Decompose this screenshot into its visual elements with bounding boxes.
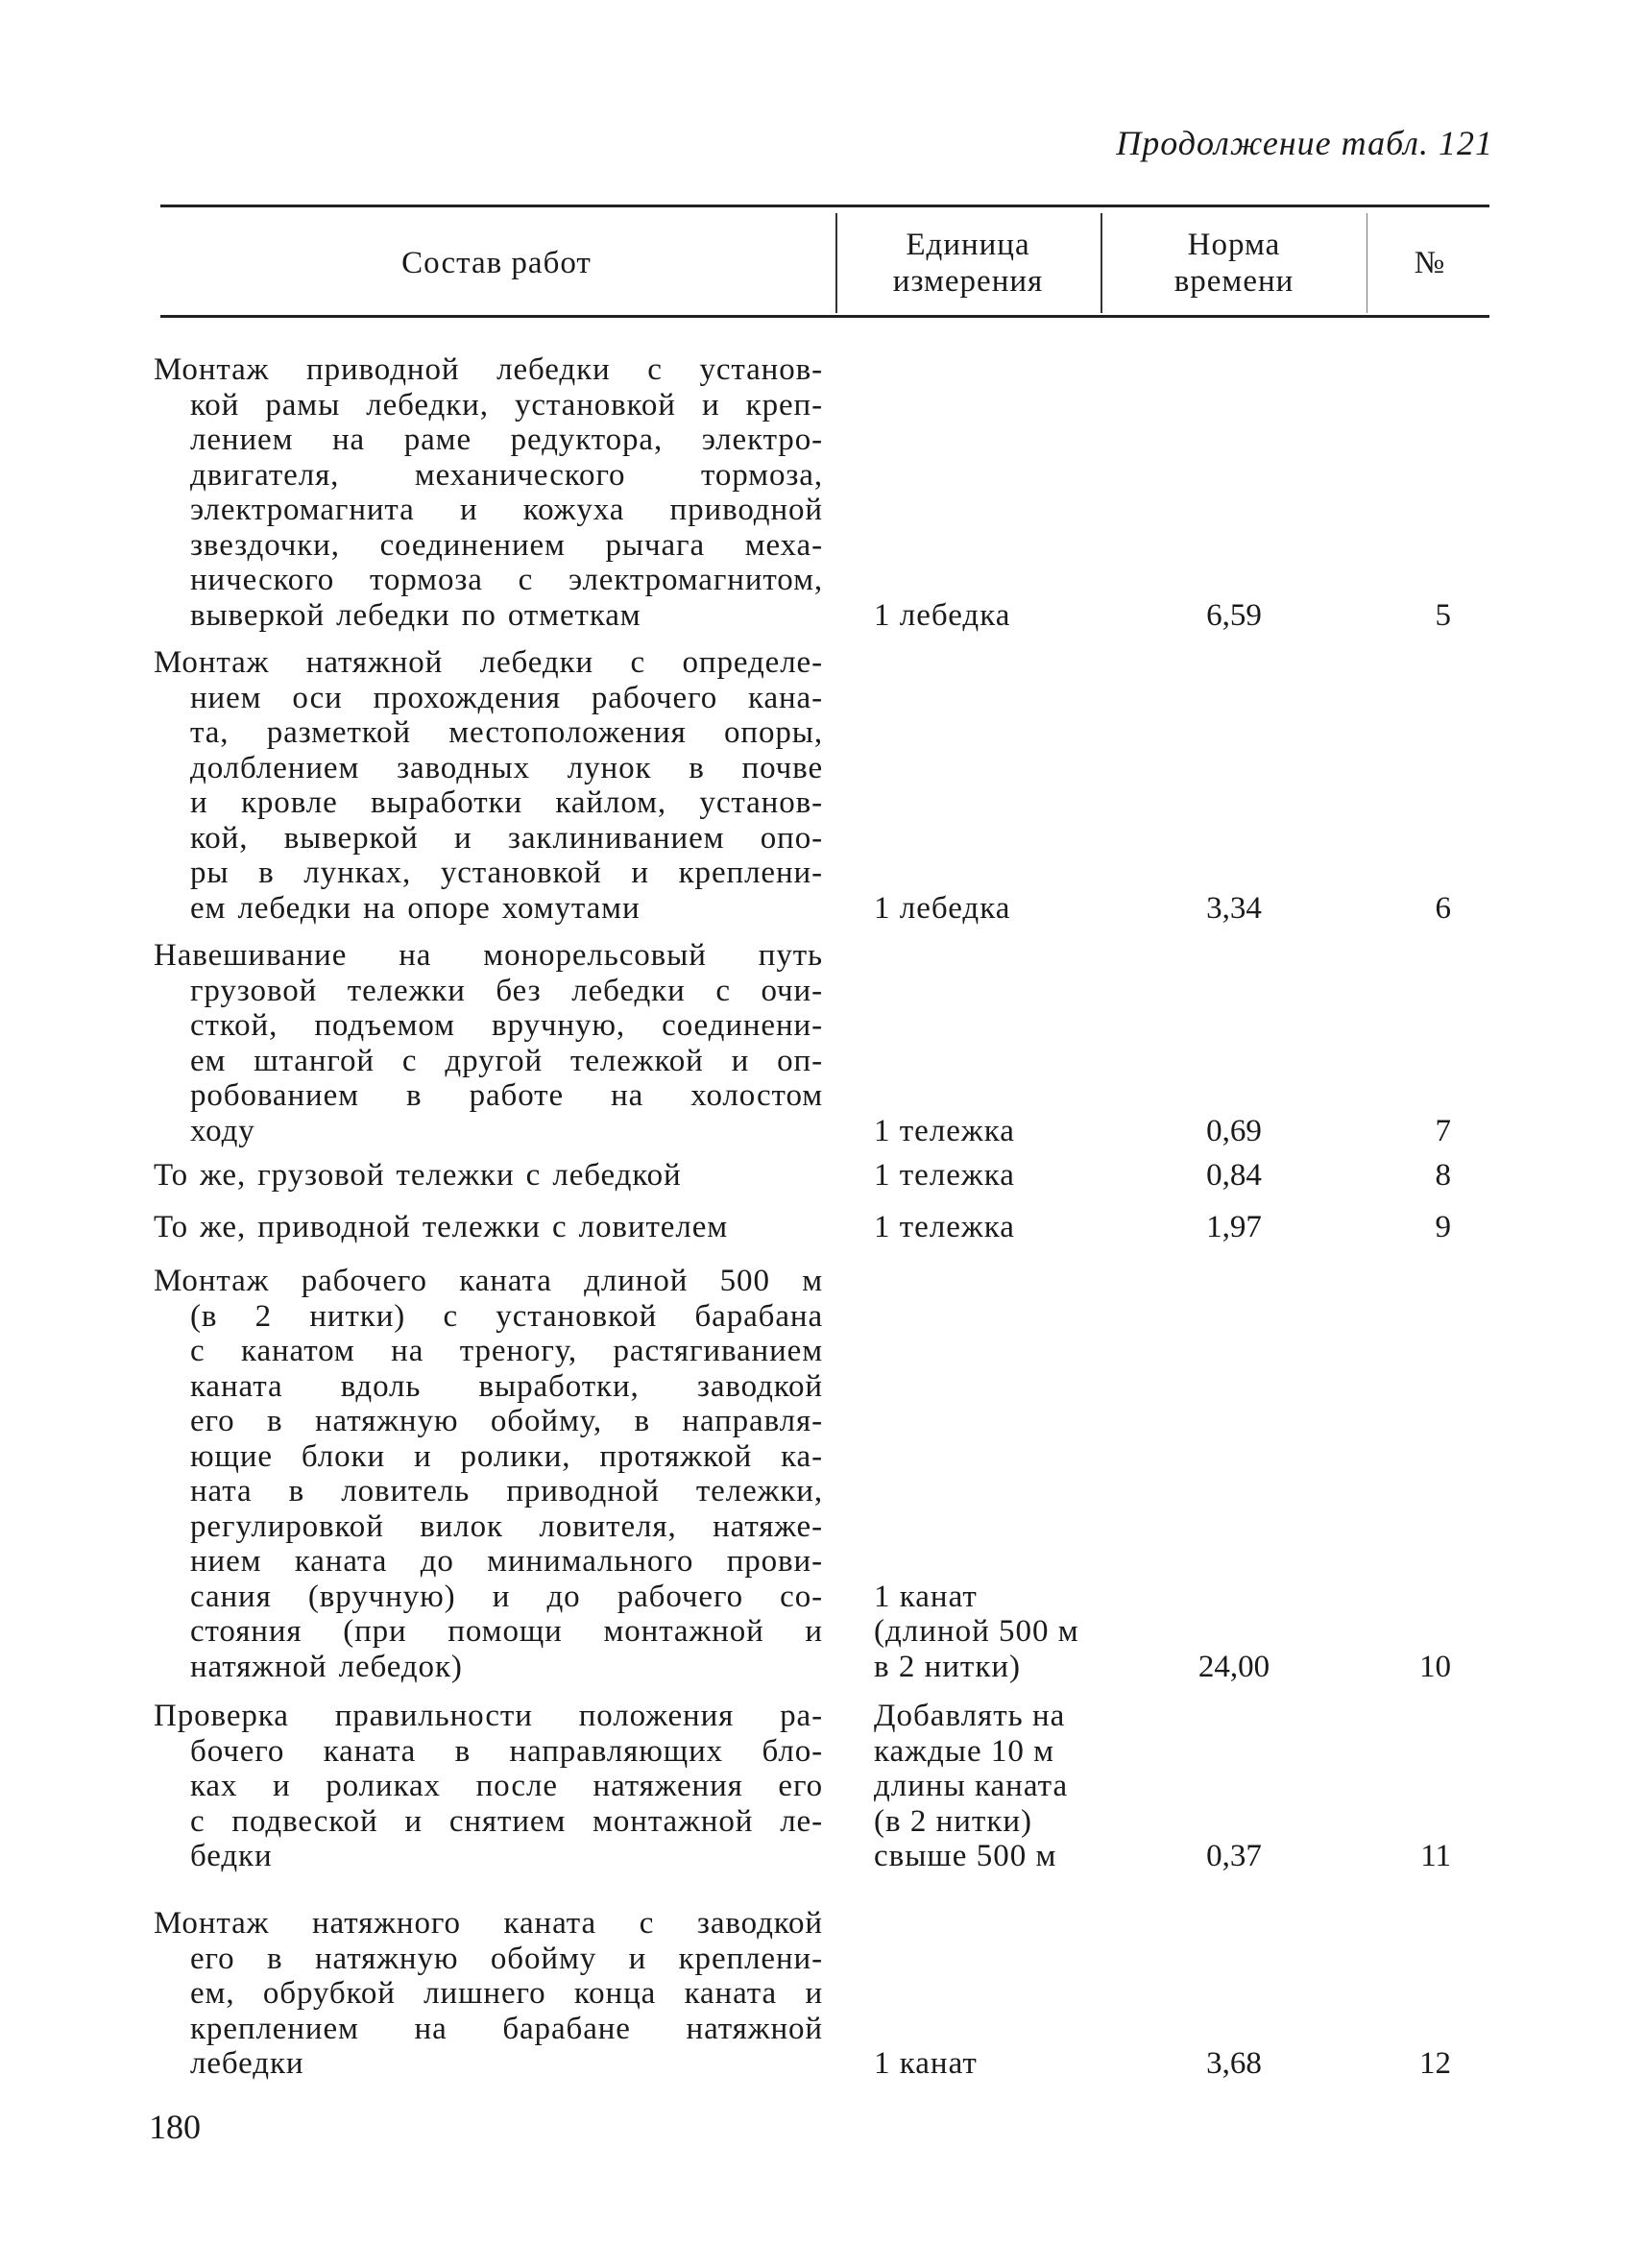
unit-of-measure-line: 1 канат: [874, 2046, 978, 2081]
unit-of-measure: [874, 1114, 1104, 1149]
time-norm-value: 24,00: [1197, 1649, 1270, 1684]
column-divider: [835, 213, 837, 313]
unit-of-measure-line: 1 канат: [874, 1579, 978, 1614]
unit-of-measure-line: в 2 нитки): [874, 1649, 1022, 1684]
row-number: 7: [1435, 1113, 1451, 1148]
work-description-line: каната вдоль выработки, заводкой: [190, 1368, 823, 1404]
row-number: 5: [1435, 597, 1451, 633]
row-number: 6: [1435, 890, 1451, 926]
row-number: 11: [1420, 1839, 1451, 1873]
work-description-line: с подвеской и снятием монтажной ле-: [190, 1803, 823, 1839]
work-description-line: ходу: [190, 1113, 255, 1148]
work-description: [154, 645, 823, 926]
work-description-line: его в натяжную обойму, в направля-: [190, 1404, 823, 1438]
work-description-line: звездочки, соединением рычага меха-: [190, 527, 823, 563]
work-description-line: Монтаж натяжной лебедки с определе-: [154, 645, 823, 680]
work-description-line: та, разметкой местоположения опоры,: [190, 715, 823, 750]
time-norm-value: 1,97: [1206, 1210, 1262, 1244]
row-number: 9: [1435, 1210, 1451, 1244]
work-description-line: лением на раме редуктора, электро-: [190, 422, 823, 457]
unit-of-measure-line: 1 лебедка: [874, 597, 1011, 633]
unit-of-measure: [874, 598, 1104, 634]
work-description: [154, 1906, 823, 2082]
unit-of-measure-line: 1 лебедка: [874, 890, 1011, 926]
work-description-line: кой рамы лебедки, установкой и креп-: [190, 387, 823, 422]
work-description-line: ры в лунках, установкой и креплени-: [190, 856, 823, 890]
page-number: 180: [149, 2108, 201, 2146]
time-norm-value: 3,68: [1206, 2046, 1262, 2081]
work-description-line: электромагнита и кожуха приводной: [190, 493, 823, 527]
unit-of-measure: [874, 1580, 1104, 1685]
work-description-line: Монтаж натяжного каната с заводкой: [154, 1906, 823, 1941]
table-header-bottom-rule: [160, 315, 1489, 318]
work-description-line: долблением заводных лунок в почве: [190, 750, 823, 785]
time-norm-value: 0,84: [1206, 1158, 1262, 1193]
time-norm-value: 6,59: [1206, 597, 1262, 633]
work-description-line: бедки: [190, 1839, 273, 1873]
work-description: [154, 1158, 823, 1194]
work-description-line: нического тормоза с электромагнитом,: [190, 563, 823, 597]
column-header-unit-line1: Единица: [906, 228, 1030, 262]
unit-of-measure-line: 1 тележка: [874, 1113, 1015, 1148]
work-description-line: (в 2 нитки) с установкой барабана: [190, 1298, 823, 1334]
work-description: [154, 352, 823, 633]
unit-of-measure-line: (в 2 нитки): [874, 1803, 1032, 1839]
work-description-line: Проверка правильности положения ра-: [154, 1699, 823, 1733]
row-number: 12: [1419, 2046, 1451, 2081]
unit-of-measure-line: Добавлять на: [874, 1699, 1066, 1733]
table-top-rule: [160, 205, 1489, 207]
unit-of-measure-line: 1 тележка: [874, 1158, 1015, 1193]
work-description-line: робованием в работе на холостом: [190, 1078, 823, 1113]
work-description-line: сания (вручную) и до рабочего со-: [190, 1579, 823, 1614]
work-description-line: и кровле выработки кайлом, установ-: [190, 785, 823, 820]
work-description-line: Навешивание на монорельсовый путь: [154, 938, 823, 973]
column-divider: [1101, 213, 1102, 313]
unit-of-measure-line: свыше 500 м: [874, 1839, 1057, 1873]
unit-of-measure: [874, 1158, 1104, 1194]
work-description: [154, 1264, 823, 1684]
work-description-line: ната в ловитель приводной тележки,: [190, 1474, 823, 1508]
work-description-line: регулировкой вилок ловителя, натяже-: [190, 1508, 823, 1544]
work-description-line: креплением на барабане натяжной: [190, 2011, 823, 2046]
work-description-line: его в натяжную обойму и креплени-: [190, 1941, 823, 1976]
work-description: [154, 938, 823, 1148]
work-description-line: лебедки: [190, 2046, 304, 2081]
work-description-line: ках и роликах после натяжения его: [190, 1769, 823, 1803]
work-description-line: бочего каната в направляющих бло-: [190, 1733, 823, 1769]
work-description-line: сткой, подъемом вручную, соединени-: [190, 1008, 823, 1043]
work-description-line: То же, приводной тележки с ловителем: [154, 1210, 729, 1244]
column-header-norm-line1: Норма: [1187, 228, 1281, 262]
work-description-line: с канатом на треногу, растягиванием: [190, 1334, 823, 1368]
time-norm-value: 0,69: [1206, 1113, 1262, 1148]
unit-of-measure: [874, 1699, 1104, 1874]
column-header-unit-line2: измерения: [892, 264, 1044, 299]
unit-of-measure-line: (длиной 500 м: [874, 1614, 1079, 1649]
work-description-line: Монтаж рабочего каната длиной 500 м: [154, 1264, 823, 1298]
work-description-line: ем штангой с другой тележкой и оп-: [190, 1043, 823, 1078]
work-description-line: натяжной лебедок): [190, 1649, 463, 1684]
work-description-line: выверкой лебедки по отметкам: [190, 597, 641, 633]
time-norm-value: 0,37: [1206, 1839, 1262, 1873]
work-description-line: Монтаж приводной лебедки с установ-: [154, 352, 823, 387]
work-description-line: стояния (при помощи монтажной и: [190, 1614, 823, 1649]
column-header-norm: [1103, 219, 1365, 307]
unit-of-measure-line: 1 тележка: [874, 1210, 1015, 1244]
work-description-line: грузовой тележки без лебедки с очи-: [190, 973, 823, 1008]
row-number: 8: [1435, 1158, 1451, 1193]
column-header-unit: [838, 219, 1098, 307]
unit-of-measure: [874, 1210, 1104, 1245]
work-description-line: нием каната до минимального прови-: [190, 1544, 823, 1579]
work-description-line: ем лебедки на опоре хомутами: [190, 890, 641, 926]
column-header-norm-line2: времени: [1173, 264, 1294, 299]
work-description: [154, 1210, 823, 1245]
work-description-line: нием оси прохождения рабочего кана-: [190, 680, 823, 715]
row-number: 10: [1419, 1649, 1451, 1684]
work-description: [154, 1699, 823, 1874]
table-continuation-caption: Продолжение табл. 121: [1116, 124, 1493, 162]
unit-of-measure: [874, 2046, 1104, 2082]
column-header-number: №: [1414, 246, 1445, 280]
work-description-line: ем, обрубкой лишнего конца каната и: [190, 1976, 823, 2011]
work-description-line: двигателя, механического тормоза,: [190, 457, 823, 493]
work-description-line: То же, грузовой тележки с лебедкой: [154, 1158, 682, 1193]
time-norm-value: 3,34: [1206, 890, 1262, 926]
column-header-work: Состав работ: [401, 246, 592, 280]
work-description-line: ющие блоки и ролики, протяжкой ка-: [190, 1438, 823, 1474]
unit-of-measure: [874, 891, 1104, 927]
work-description-line: кой, выверкой и заклиниванием опо-: [190, 820, 823, 856]
unit-of-measure-line: длины каната: [874, 1769, 1069, 1803]
unit-of-measure-line: каждые 10 м: [874, 1733, 1054, 1769]
